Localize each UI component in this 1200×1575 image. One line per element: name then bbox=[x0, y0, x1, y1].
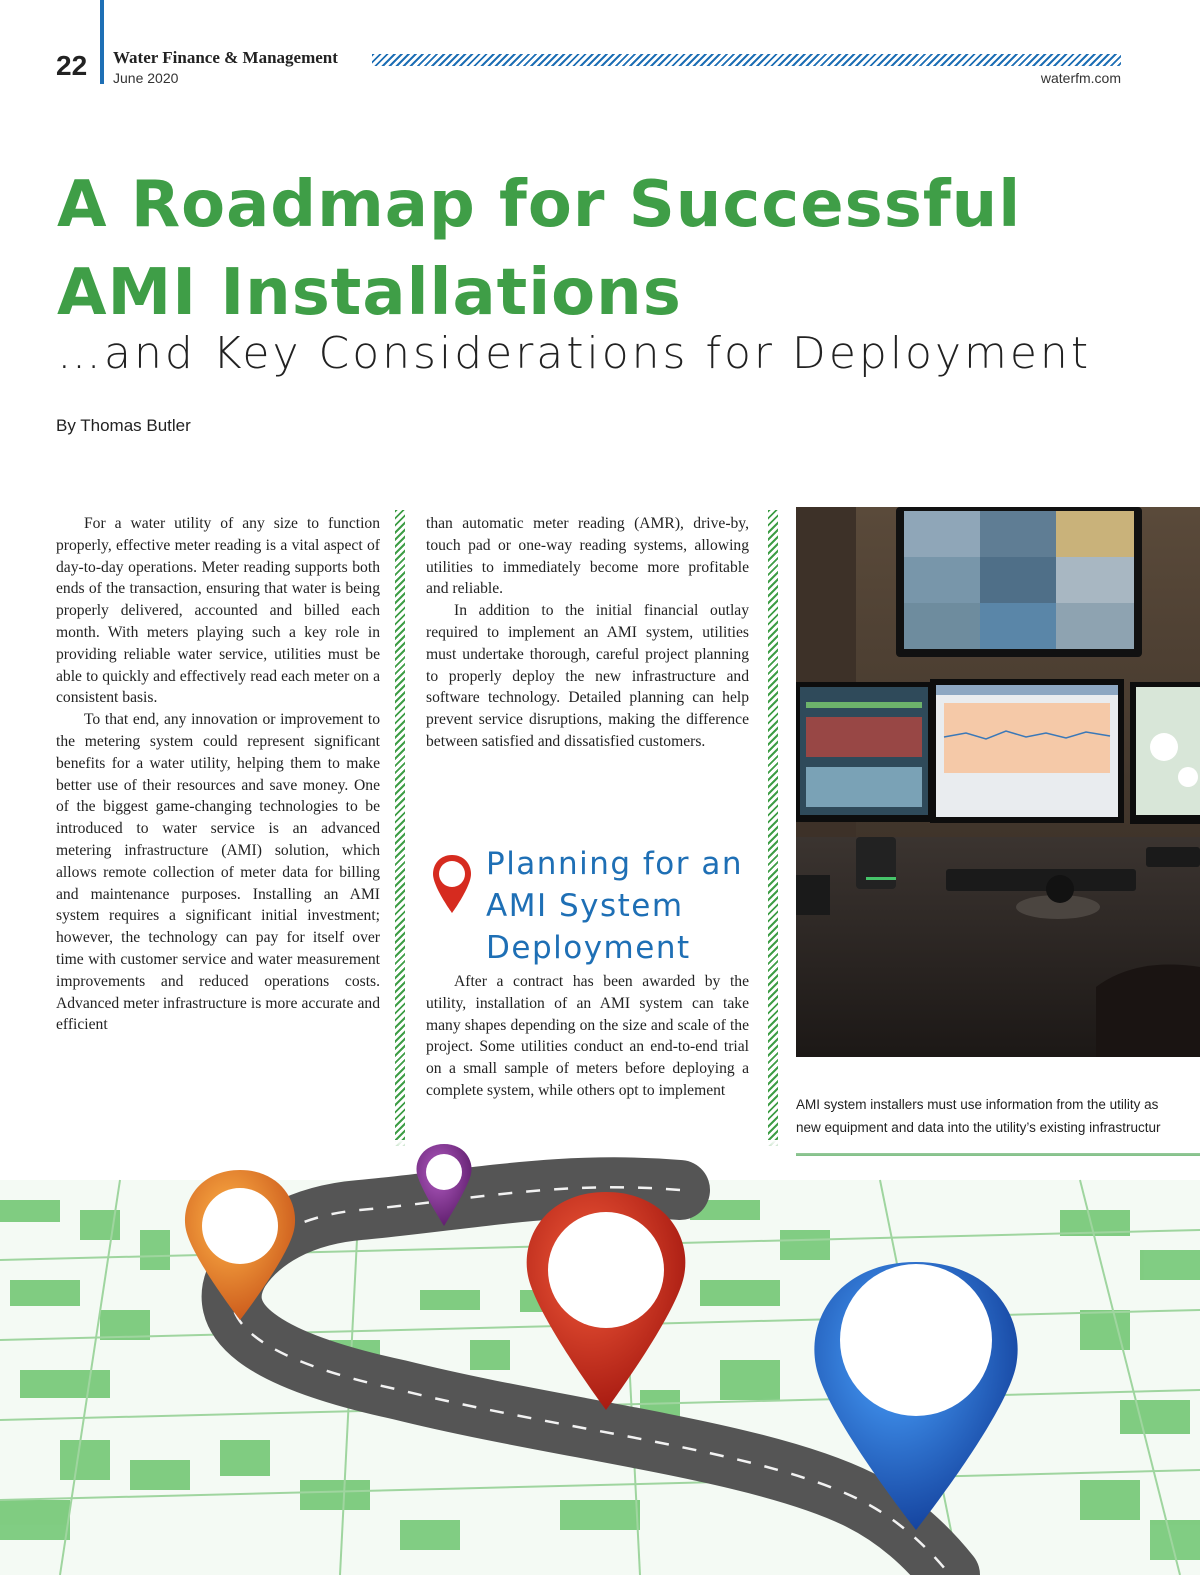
location-pin-icon bbox=[430, 853, 474, 917]
photo-caption bbox=[796, 1093, 1200, 1139]
header-hatch-bar bbox=[372, 54, 1121, 66]
caption-line: new equipment and data into the utility’s existing infrastructur bbox=[796, 1120, 1161, 1135]
paragraph: For a water utility of any size to function properly, effective meter reading is a vital aspect of day-to-day operations. Meter reading supports both ends of the transaction, ensuring that water is being properly delivered, accounted and billed each month. With meters playing such a key role in providing reliable water service, utilities must be able to quickly and effectively read each meter on a consistent basis. bbox=[56, 515, 380, 707]
body-column-2-bottom bbox=[426, 971, 749, 1102]
subtitle: …and Key Considerations for Deployment bbox=[57, 328, 1092, 379]
byline: By Thomas Butler bbox=[56, 416, 191, 435]
body-column-2-top bbox=[426, 513, 749, 753]
page-number: 22 bbox=[56, 50, 88, 81]
magazine-title: Water Finance & Management bbox=[113, 48, 338, 67]
control-room-photo bbox=[796, 507, 1200, 1057]
paragraph: than automatic meter reading (AMR), drive-by, touch pad or one-way reading systems, allowing utilities to immediately become more profitable and reliable. bbox=[426, 515, 749, 598]
headline-line-2: AMI Installations bbox=[57, 256, 682, 330]
column-divider bbox=[768, 510, 778, 1146]
roadmap-illustration bbox=[0, 1140, 1200, 1575]
headline-line-1: A Roadmap for Successful bbox=[57, 168, 1022, 242]
paragraph: To that end, any innovation or improvement to the metering system could represent significant benefits for a water utility, helping them to make better use of their resources and save money. One of the biggest game-changing technologies to be introduced to water service is an advanced metering infrastructure (AMI) solution, which allows remote collection of meter data for billing and maintenance purposes. Installing an AMI system requires a significant initial investment; however, the technology can pay for itself over time with customer service and water measurement improvements and reduced operations costs. Advanced meter infrastructure is more accurate and efficient bbox=[56, 711, 380, 1034]
header-rule bbox=[100, 0, 104, 84]
column-divider bbox=[395, 510, 405, 1146]
caption-line: AMI system installers must use information from the utility as bbox=[796, 1097, 1159, 1112]
section-heading: Planning for an AMI System Deployment bbox=[486, 846, 744, 966]
body-column-1 bbox=[56, 513, 380, 1036]
paragraph: After a contract has been awarded by the utility, installation of an AMI system can take many shapes depending on the size and scale of the project. Some utilities conduct an end-to-end trial on a small sample of meters before deploying a complete system, while others opt to implement bbox=[426, 973, 749, 1099]
issue-date: June 2020 bbox=[113, 70, 179, 86]
paragraph: In addition to the initial financial outlay required to implement an AMI system, utilities must undertake thorough, careful project planning to properly deploy the new infrastructure and software technology. Detailed planning can help prevent service disruptions, making the difference between satisfied and dissatisfied customers. bbox=[426, 602, 749, 750]
website-link[interactable]: waterfm.com bbox=[1040, 70, 1121, 86]
